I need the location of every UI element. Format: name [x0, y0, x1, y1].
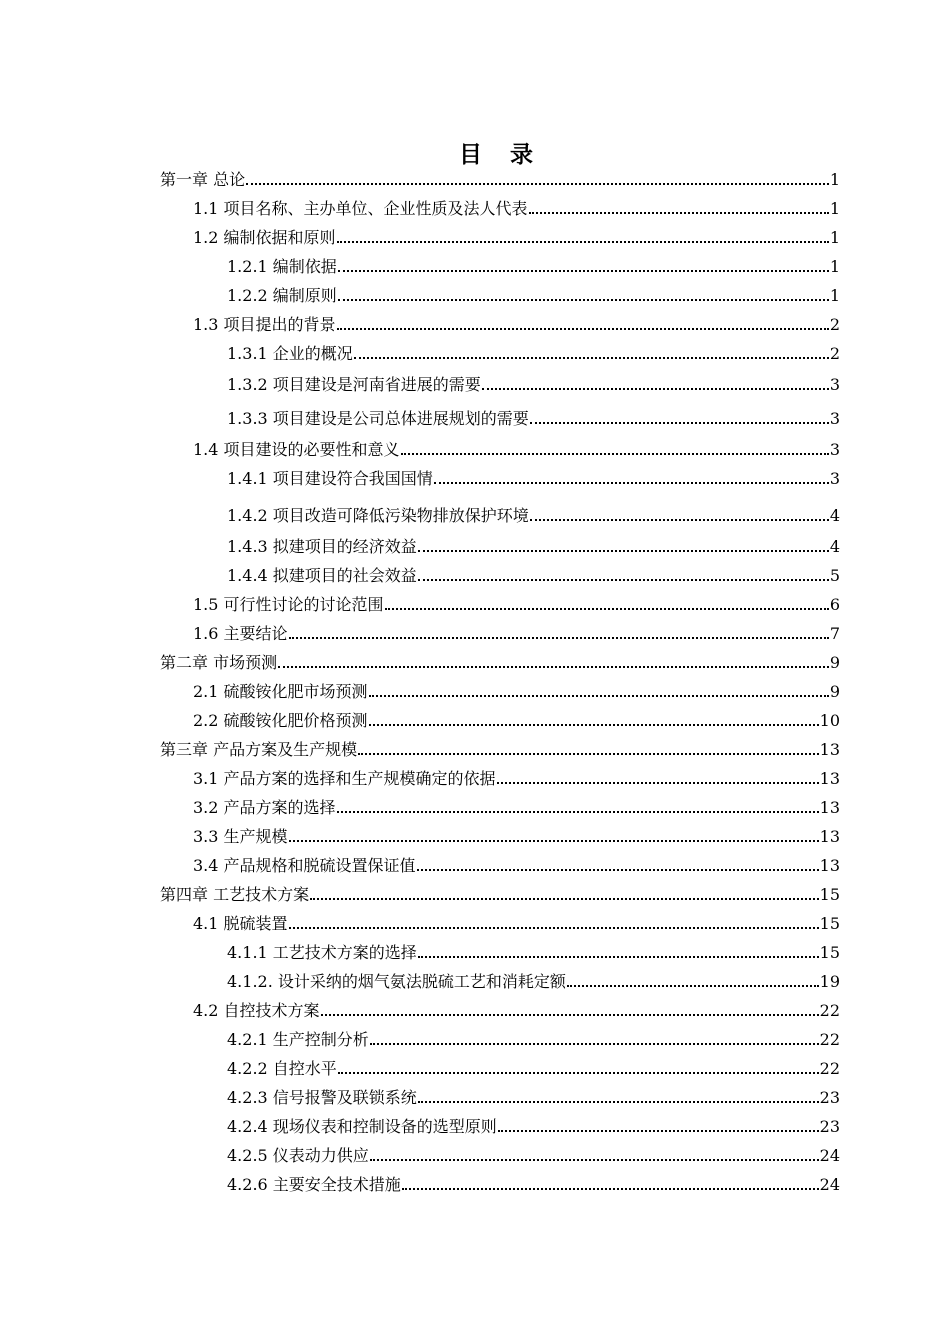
toc-entry-label: 1.4.2 项目改造可降低污染物排放保护环境	[227, 506, 529, 525]
toc-entry[interactable]	[227, 562, 840, 586]
toc-entry[interactable]	[193, 765, 840, 789]
toc-page-number: 13	[819, 798, 840, 817]
toc-dot-leader	[289, 927, 819, 929]
toc-dot-leader	[338, 1072, 819, 1074]
toc-entry-label: 4.1.2. 设计采纳的烟气氨法脱硫工艺和消耗定额	[227, 972, 566, 991]
toc-entry-label: 1.4 项目建设的必要性和意义	[193, 440, 400, 459]
toc-page-number: 1	[829, 170, 840, 189]
toc-dot-leader	[321, 1014, 819, 1016]
toc-entry-label: 1.1 项目名称、主办单位、企业性质及法人代表	[193, 199, 528, 218]
toc-dot-leader	[338, 299, 829, 301]
toc-entry-label: 第三章 产品方案及生产规模	[160, 740, 358, 759]
toc-entry[interactable]	[227, 340, 840, 364]
toc-dot-leader	[434, 482, 829, 484]
toc-dot-leader	[530, 422, 829, 424]
toc-dot-leader	[418, 956, 819, 958]
toc-page-number: 13	[819, 740, 840, 759]
toc-entry-label: 第二章 市场预测	[160, 653, 278, 672]
toc-entry-label: 2.2 硫酸铵化肥价格预测	[193, 711, 368, 730]
toc-entry-label: 1.4.1 项目建设符合我国国情	[227, 469, 433, 488]
toc-page-number: 4	[829, 506, 840, 525]
toc-page-number: 19	[819, 972, 840, 991]
toc-entry-label: 1.6 主要结论	[193, 624, 288, 643]
toc-page-number: 3	[829, 469, 840, 488]
toc-page-number: 13	[819, 856, 840, 875]
toc-dot-leader	[358, 753, 819, 755]
toc-page-number: 15	[819, 914, 840, 933]
toc-page-number: 13	[819, 769, 840, 788]
toc-dot-leader	[289, 840, 819, 842]
toc-entry[interactable]	[193, 224, 840, 248]
toc-dot-leader	[337, 811, 819, 813]
toc-dot-leader	[529, 212, 829, 214]
toc-entry-label: 2.1 硫酸铵化肥市场预测	[193, 682, 368, 701]
toc-entry-label: 1.3 项目提出的背景	[193, 315, 336, 334]
toc-page-number: 3	[829, 409, 840, 428]
toc-entry[interactable]	[227, 502, 840, 526]
toc-entry-label: 4.2.1 生产控制分析	[227, 1030, 369, 1049]
toc-entry-label: 3.1 产品方案的选择和生产规模确定的依据	[193, 769, 496, 788]
toc-entry-label: 1.4.4 拟建项目的社会效益	[227, 566, 417, 585]
toc-entry[interactable]	[227, 1113, 840, 1137]
toc-page-number: 24	[819, 1146, 840, 1165]
toc-entry[interactable]	[160, 881, 840, 905]
toc-dot-leader	[354, 357, 829, 359]
toc-entry[interactable]	[227, 1084, 840, 1108]
toc-dot-leader	[418, 579, 829, 581]
toc-entry-label: 1.4.3 拟建项目的经济效益	[227, 537, 417, 556]
toc-dot-leader	[370, 1159, 819, 1161]
toc-entry[interactable]	[193, 591, 840, 615]
toc-entry-label: 4.2.3 信号报警及联锁系统	[227, 1088, 417, 1107]
toc-entry-label: 1.2.2 编制原则	[227, 286, 337, 305]
toc-entry-label: 4.2.5 仪表动力供应	[227, 1146, 369, 1165]
toc-dot-leader	[385, 608, 829, 610]
toc-entry-label: 4.2 自控技术方案	[193, 1001, 320, 1020]
toc-dot-leader	[497, 782, 819, 784]
toc-dot-leader	[278, 666, 829, 668]
toc-entry[interactable]	[193, 910, 840, 934]
toc-entry[interactable]	[227, 1026, 840, 1050]
toc-entry-label: 4.2.6 主要安全技术措施	[227, 1175, 401, 1194]
toc-page-number: 2	[829, 315, 840, 334]
toc-page-number: 3	[829, 440, 840, 459]
toc-page-number: 2	[829, 344, 840, 363]
toc-dot-leader	[370, 1043, 819, 1045]
toc-page-number: 4	[829, 537, 840, 556]
toc-page-number: 15	[819, 943, 840, 962]
toc-page-number: 23	[819, 1117, 840, 1136]
toc-entry-label: 1.3.3 项目建设是公司总体进展规划的需要	[227, 409, 529, 428]
toc-dot-leader	[337, 328, 829, 330]
toc-page-number: 22	[819, 1030, 840, 1049]
toc-page-number: 5	[829, 566, 840, 585]
toc-entry[interactable]	[193, 852, 840, 876]
toc-page-number: 1	[829, 257, 840, 276]
toc-dot-leader	[289, 637, 829, 639]
toc-entry-label: 4.1.1 工艺技术方案的选择	[227, 943, 417, 962]
toc-entry-label: 1.2.1 编制依据	[227, 257, 337, 276]
toc-dot-leader	[369, 695, 829, 697]
toc-entry[interactable]	[160, 736, 840, 760]
toc-entry[interactable]	[227, 533, 840, 557]
toc-entry[interactable]	[227, 405, 840, 429]
toc-entry-label: 第一章 总论	[160, 170, 246, 189]
toc-entry[interactable]	[193, 436, 840, 460]
toc-title: 目 录	[458, 141, 543, 168]
toc-page-number: 10	[819, 711, 840, 730]
toc-entry[interactable]	[193, 620, 840, 644]
toc-entry-label: 1.3.2 项目建设是河南省进展的需要	[227, 375, 481, 394]
toc-entry[interactable]	[193, 997, 840, 1021]
toc-page-number: 22	[819, 1059, 840, 1078]
toc-page-number: 7	[829, 624, 840, 643]
toc-entry[interactable]	[227, 1171, 840, 1195]
toc-dot-leader	[402, 1188, 819, 1190]
toc-dot-leader	[337, 241, 829, 243]
toc-entry[interactable]	[227, 1142, 840, 1166]
toc-entry[interactable]	[193, 195, 840, 219]
toc-entry-label: 4.2.2 自控水平	[227, 1059, 337, 1078]
toc-entry[interactable]	[227, 253, 840, 277]
toc-entry[interactable]	[227, 968, 840, 992]
toc-dot-leader	[338, 270, 829, 272]
toc-entry[interactable]	[227, 939, 840, 963]
toc-entry[interactable]	[160, 166, 840, 190]
toc-page-number: 24	[819, 1175, 840, 1194]
toc-entry[interactable]	[160, 649, 840, 673]
toc-entry-label: 1.3.1 企业的概况	[227, 344, 353, 363]
toc-entry-label: 1.5 可行性讨论的讨论范围	[193, 595, 384, 614]
toc-page-number: 6	[829, 595, 840, 614]
toc-dot-leader	[310, 898, 819, 900]
toc-entry-label: 4.2.4 现场仪表和控制设备的选型原则	[227, 1117, 497, 1136]
toc-dot-leader	[498, 1130, 819, 1132]
toc-dot-leader	[418, 1101, 819, 1103]
toc-entry-label: 4.1 脱硫装置	[193, 914, 288, 933]
toc-page-number: 9	[829, 653, 840, 672]
toc-entry[interactable]	[193, 678, 840, 702]
toc-entry[interactable]	[193, 707, 840, 731]
toc-page-number: 15	[819, 885, 840, 904]
toc-entry[interactable]	[227, 282, 840, 306]
toc-entry[interactable]	[227, 465, 840, 489]
toc-dot-leader	[482, 388, 829, 390]
toc-dot-leader	[246, 183, 829, 185]
toc-entry[interactable]	[193, 823, 840, 847]
toc-dot-leader	[417, 869, 819, 871]
toc-page-number: 3	[829, 375, 840, 394]
toc-entry-label: 3.4 产品规格和脱硫设置保证值	[193, 856, 416, 875]
toc-entry[interactable]	[227, 1055, 840, 1079]
toc-page-number: 22	[819, 1001, 840, 1020]
toc-page-number: 1	[829, 199, 840, 218]
toc-entry[interactable]	[227, 371, 840, 395]
toc-page-number: 9	[829, 682, 840, 701]
toc-dot-leader	[401, 453, 829, 455]
toc-dot-leader	[418, 550, 829, 552]
toc-entry[interactable]	[193, 794, 840, 818]
toc-page-number: 13	[819, 827, 840, 846]
toc-dot-leader	[567, 985, 819, 987]
toc-page-number: 1	[829, 286, 840, 305]
toc-entry-label: 第四章 工艺技术方案	[160, 885, 310, 904]
toc-dot-leader	[369, 724, 819, 726]
toc-page-number: 1	[829, 228, 840, 247]
toc-dot-leader	[530, 519, 829, 521]
toc-entry[interactable]	[193, 311, 840, 335]
toc-entry-label: 3.3 生产规模	[193, 827, 288, 846]
toc-entry-label: 1.2 编制依据和原则	[193, 228, 336, 247]
toc-page-number: 23	[819, 1088, 840, 1107]
toc-entry-label: 3.2 产品方案的选择	[193, 798, 336, 817]
